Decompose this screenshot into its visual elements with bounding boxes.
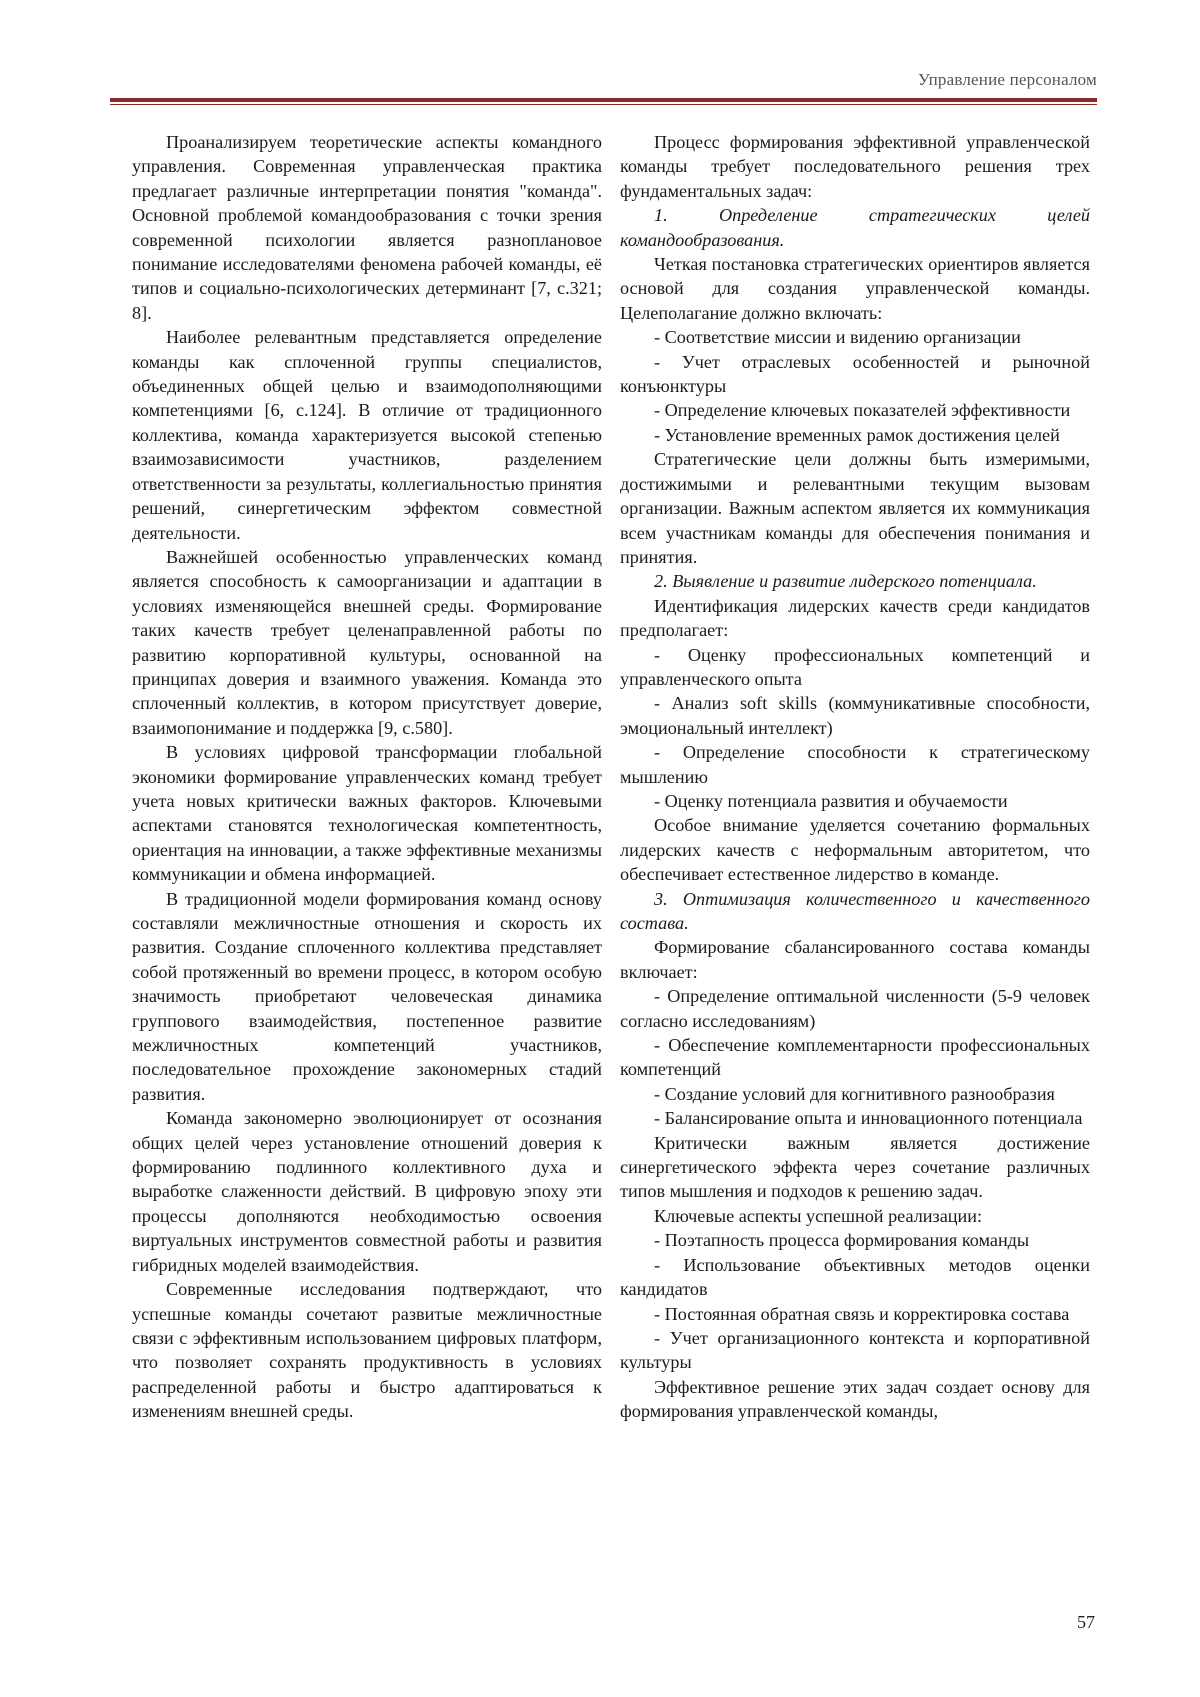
list-item: - Балансирование опыта и инновационного потенциала: [654, 1108, 1083, 1129]
paragraph: В условиях цифровой трансформации глобальной экономики формирование управленческих команд требует учета новых критически важных факторов. Ключевыми аспектами становятся технологическая компетентность, ориентация на инновации, а также эффективные механизмы коммуникации и обмена информацией.: [132, 742, 602, 885]
list-item: - Анализ soft skills (коммуникативные способности, эмоциональный интеллект): [620, 693, 1090, 738]
paragraph: В традиционной модели формирования команд основу составляли межличностные отношения и скорость их развития. Создание сплоченного коллектива представляет собой протяженный во времени процесс, в котором особую значимость приобретают человеческая динамика группового взаимодействия, постепенное развитие межличностных компетенций участников, последовательное прохождение закономерных стадий развития.: [132, 888, 602, 1104]
list-item: - Поэтапность процесса формирования команды: [654, 1230, 1030, 1251]
list-item: - Оценку профессиональных компетенций и управленческого опыта: [620, 644, 1090, 689]
paragraph: Команда закономерно эволюционирует от осознания общих целей через установление отношений доверия к формированию подлинного коллективного духа и выработке слаженности действий. В цифровую эпоху эти процессы дополняются необходимостью освоения виртуальных инструментов совместной работы и развития гибридных моделей взаимодействия.: [132, 1108, 602, 1275]
task2-heading: 2. Выявление и развитие лидерского потенциала.: [654, 571, 1037, 592]
paragraph: Современные исследования подтверждают, что успешные команды сочетают развитые межличностные связи с эффективным использованием цифровых платформ, что позволяет сохранять продуктивность в условиях распределенной работы и быстро адаптироваться к изменениям внешней среды.: [132, 1279, 602, 1422]
list-item: - Учет организационного контекста и корпоративной культуры: [620, 1327, 1090, 1373]
list-item: - Учет отраслевых особенностей и рыночной конъюнктуры: [620, 351, 1090, 397]
list-item: - Создание условий для когнитивного разнообразия: [654, 1083, 1055, 1104]
list-item: - Определение способности к стратегическому мышлению: [620, 742, 1090, 787]
left-column: [132, 130, 602, 1424]
list-item: - Установление временных рамок достижения целей: [654, 424, 1060, 445]
paragraph: Важнейшей особенностью управленческих команд является способность к самоорганизации и адаптации в условиях изменяющейся внешней среды. Формирование таких качеств требует целенаправленной работы по развитию корпоративной культуры, основанной на принципах доверия и взаимного уважения. Команда это сплоченный коллектив, в котором присутствует доверие, взаимопонимание и поддержка [9, с.580].: [132, 546, 602, 738]
running-header-title: Управление персоналом: [917, 70, 1097, 89]
list-item: - Использование объективных методов оценки кандидатов: [620, 1254, 1090, 1300]
paragraph: Эффективное решение этих задач создает основу для формирования управленческой команды,: [620, 1376, 1090, 1422]
list-item: - Постоянная обратная связь и корректировка состава: [654, 1303, 1070, 1324]
task3-heading: 3. Оптимизация количественного и качественного состава.: [620, 888, 1090, 933]
header-rule-thin: [110, 104, 1097, 105]
paragraph: Ключевые аспекты успешной реализации:: [654, 1205, 983, 1226]
paragraph: Идентификация лидерских качеств среди кандидатов предполагает:: [620, 595, 1090, 641]
paragraph: Проанализируем теоретические аспекты командного управления. Современная управленческая практика предлагает различные интерпретации понятия "команда". Основной проблемой командообразования с точки зрения современной психологии является разноплановое понимание исследователями феномена рабочей команды, её типов и социально-психологических детерминант [7, с.321; 8].: [132, 132, 602, 323]
paragraph: Формирование сбалансированного состава команды включает:: [620, 937, 1090, 982]
task1-heading: 1. Определение стратегических целей командообразования.: [620, 205, 1090, 250]
paragraph-intro: Процесс формирования эффективной управленческой команды требует последовательного решения трех фундаментальных задач:: [620, 132, 1090, 201]
paragraph: Стратегические цели должны быть измеримыми, достижимыми и релевантными текущим вызовам организации. Важным аспектом является их коммуникация всем участникам команды для обеспечения понимания и принятия.: [620, 449, 1090, 567]
list-item: - Определение оптимальной численности (5-9 человек согласно исследованиям): [620, 986, 1090, 1031]
paragraph: Четкая постановка стратегических ориентиров является основой для создания управленческой команды. Целеполагание должно включать:: [620, 254, 1090, 323]
page-number: 57: [1077, 1612, 1095, 1632]
list-item: - Обеспечение комплементарности профессиональных компетенций: [620, 1035, 1090, 1080]
paragraph: Особое внимание уделяется сочетанию формальных лидерских качеств с неформальным авторитетом, что обеспечивает естественное лидерство в команде.: [620, 815, 1090, 885]
right-column: [620, 130, 1090, 1424]
list-item: - Оценку потенциала развития и обучаемости: [654, 790, 1008, 811]
list-item: - Соответствие миссии и видению организации: [654, 327, 1021, 348]
list-item: - Определение ключевых показателей эффективности: [654, 400, 1071, 421]
paragraph: Критически важным является достижение синергетического эффекта через сочетание различных типов мышления и подходов к решению задач.: [620, 1132, 1090, 1202]
paragraph: Наиболее релевантным представляется определение команды как сплоченной группы специалистов, объединенных общей целью и взаимодополняющими компетенциями [6, с.124]. В отличие от традиционного коллектива, команда характеризуется высокой степенью взаимозависимости участников, разделением ответственности за результаты, коллегиальностью принятия решений, синергетическим эффектом совместной деятельности.: [132, 327, 602, 543]
header-rule-thick: [110, 98, 1097, 102]
